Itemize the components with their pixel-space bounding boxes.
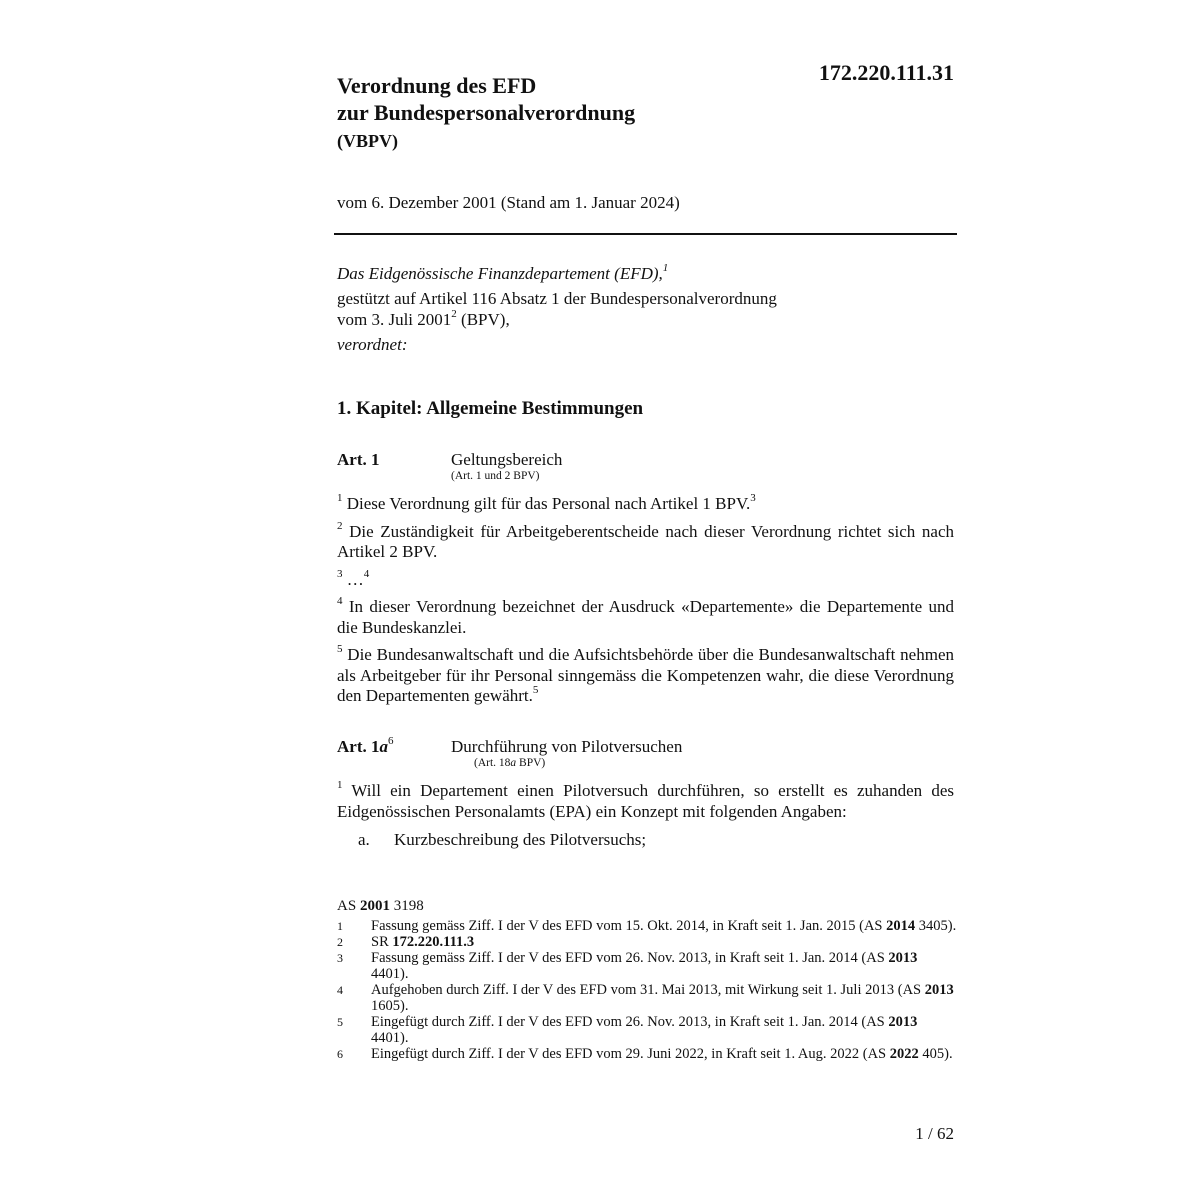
chapter-heading: 1. Kapitel: Allgemeine Bestimmungen: [337, 398, 644, 419]
footnote: 2 SR 172.220.111.3: [337, 934, 475, 950]
article-reference: (Art. 1 und 2 BPV): [451, 470, 540, 482]
article-body: [337, 781, 954, 829]
footnote: 1 Fassung gemäss Ziff. I der V des EFD vom 15. Okt. 2014, in Kraft seit 1. Jan. 2015 (AS 2014 3405).: [337, 918, 957, 934]
date-line: vom 6. Dezember 2001 (Stand am 1. Januar 2024): [337, 193, 680, 212]
footnote: 5 Eingefügt durch Ziff. I der V des EFD vom 26. Nov. 2013, in Kraft seit 1. Jan. 2014 (AS 2013 4401).: [337, 1014, 918, 1046]
as-reference: AS 2001 3198: [337, 898, 424, 914]
footnote-ref[interactable]: 1: [662, 262, 669, 275]
article-title: Durchführung von Pilotversuchen: [451, 737, 683, 756]
footnote-ref[interactable]: 4: [363, 567, 370, 580]
document-title: [337, 72, 635, 152]
footnote: 3 Fassung gemäss Ziff. I der V des EFD vom 26. Nov. 2013, in Kraft seit 1. Jan. 2014 (AS 2013 4401).: [337, 950, 918, 982]
footnotes: [337, 918, 957, 1062]
page-number: 1 / 62: [915, 1124, 954, 1143]
article-reference: (Art. 18a BPV): [474, 757, 546, 769]
footnote-ref[interactable]: 3: [750, 492, 756, 505]
title-line-1: Verordnung des EFD: [337, 73, 537, 98]
paragraph: $^4$ In dieser Verordnung bezeichnet der Ausdruck «Departemente» die Departemente und die Bundeskanzlei.: [337, 595, 954, 637]
footnote-ref[interactable]: 6: [387, 735, 394, 748]
list-letter: a.: [358, 830, 370, 849]
paragraph: $^1$ Will ein Departement einen Pilotversuch durchführen, so erstellt es zuhanden des Eidgenössischen Personalamts (EPA) ein Konzept mit folgenden Angaben:: [337, 779, 954, 821]
horizontal-rule: [334, 233, 957, 235]
list-text: Kurzbeschreibung des Pilotversuchs;: [394, 830, 647, 849]
list-item: [358, 830, 646, 850]
article-title: Geltungsbereich: [451, 450, 563, 469]
paragraph: $^2$ Die Zuständigkeit für Arbeitgeberentscheide nach dieser Verordnung richtet sich nach Artikel 2 BPV.: [337, 519, 954, 561]
article-label: Art. $1a^6$: [337, 735, 394, 756]
preamble-decree: verordnet:: [337, 335, 408, 354]
article-body: [337, 494, 954, 714]
preamble: [337, 263, 957, 359]
footnote: 4 Aufgehoben durch Ziff. I der V des EFD vom 31. Mai 2013, mit Wirkung seit 1. Juli 2013 (AS 2013 1605).: [337, 982, 954, 1014]
title-line-2: zur Bundespersonalverordnung: [337, 100, 636, 125]
footnote-ref[interactable]: 2: [451, 308, 457, 321]
footnote-ref[interactable]: 5: [532, 684, 539, 697]
paragraph: $^5$ Die Bundesanwaltschaft und die Aufsichtsbehörde über die Bundesanwaltschaft nehmen als Arbeitgeber für ihr Personal sinngemäss die Kompetenzen wahr, die diese Verordnung den Departementen gewährt.$^5$: [337, 643, 954, 705]
article-label: Art. 1: [337, 450, 380, 469]
preamble-basis: gestützt auf Artikel 116 Absatz 1 der Bundespersonalverordnung vom 3. Juli 2001$^2$ (BPV),: [337, 289, 777, 329]
paragraph: $^3$ …$^4$: [337, 567, 370, 589]
preamble-issuer: Das Eidgenössische Finanzdepartement (EFD),$^1$: [337, 262, 669, 283]
footnote: 6 Eingefügt durch Ziff. I der V des EFD vom 29. Juni 2022, in Kraft seit 1. Aug. 2022 (AS 2022 405).: [337, 1046, 953, 1062]
sr-number: 172.220.111.31: [818, 60, 954, 85]
paragraph: $^1$ Diese Verordnung gilt für das Personal nach Artikel 1 BPV.$^3$: [337, 492, 756, 513]
title-abbreviation: (VBPV): [337, 131, 398, 151]
